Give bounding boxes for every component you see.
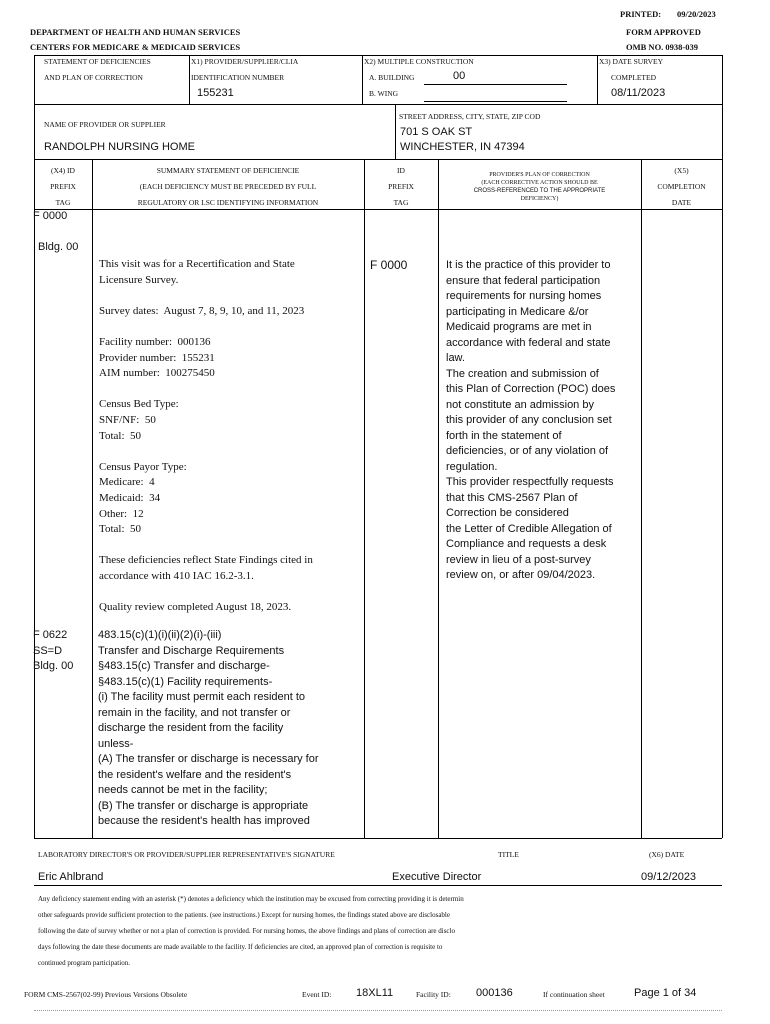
summary-header-2: (EACH DEFICIENCY MUST BE PRECEDED BY FULL [139, 182, 317, 191]
notice-line-5: continued program participation. [38, 959, 130, 967]
notice-line-1: Any deficiency statement ending with an asterisk (*) denotes a deficiency which the institution may be excused from correcting providing it is determin [38, 895, 464, 903]
building-value: 00 [453, 70, 466, 82]
x4-tag-label: TAG [55, 198, 71, 207]
x4-id-label: (X4) ID [51, 166, 75, 175]
completed-label: COMPLETED [611, 73, 656, 82]
signer-name: Eric Ahlbrand [38, 871, 104, 883]
survey-date-value: 08/11/2023 [611, 87, 666, 99]
page-number: Page 1 of 34 [634, 987, 697, 999]
notice-line-3: following the date of survey whether or not a plan of correction is provided. For nursing homes, the above findings and plans of correction are disclo [38, 927, 455, 935]
event-id-label: Event ID: [302, 990, 332, 999]
building-label: A. BUILDING [369, 73, 415, 82]
x4-prefix-label: PREFIX [50, 182, 76, 191]
x5-label: (X5) [674, 166, 689, 175]
printed-label: PRINTED: [620, 9, 662, 19]
address-line-1: 701 S OAK ST [400, 126, 473, 138]
deficiency-tag-f0622: F 0622 SS=D Bldg. 00 [33, 629, 74, 672]
identification-label: IDENTIFICATION NUMBER [191, 73, 285, 82]
deficiency-tag-f0000: F 0000 [33, 210, 68, 222]
notice-line-2: other safeguards provide sufficient protection to the patients. (see instructions.) Except for nursing homes, the findings stated above are disclosable [38, 911, 450, 919]
notice-line-4: days following the date these documents are made available to the facility. If deficiencies are cited, an approved plan of correction is requisite to [38, 943, 443, 951]
signature-label: LABORATORY DIRECTOR'S OR PROVIDER/SUPPLIER REPRESENTATIVE'S SIGNATURE [38, 850, 335, 859]
summary-statement-2: 483.15(c)(1)(i)(ii)(2)(i)-(iii) Transfer and Discharge Requirements §483.15(c) Transfer and discharge- §483.15(c)(1) Facility requirements- (i) The facility must permit each resident to remain in the facility, and not transfer or discharge the resident from the facility unless- (A) The transfer or discharge is necessary for the resident's welfare and the resident's needs cannot be met in the facility; (B) The transfer or discharge is appropriate because the resident's health has improved [98, 629, 319, 827]
id-label: ID [397, 166, 405, 175]
cms-title: CENTERS FOR MEDICARE & MEDICAID SERVICES [30, 42, 241, 52]
facility-id-value: 000136 [476, 987, 513, 999]
summary-header-3: REGULATORY OR LSC IDENTIFYING INFORMATION [137, 198, 319, 207]
plan-header-4: DEFICIENCY) [520, 196, 559, 202]
plan-tag-f0000: F 0000 [370, 258, 408, 272]
form-number: FORM CMS-2567(02-99) Previous Versions Obsolete [24, 990, 188, 999]
department-title: DEPARTMENT OF HEALTH AND HUMAN SERVICES [30, 27, 241, 37]
signer-title: Executive Director [392, 871, 482, 883]
x1-label: X1) PROVIDER/SUPPLIER/CLIA [191, 57, 299, 66]
date-label: DATE [671, 198, 692, 207]
event-id-value: 18XL11 [356, 987, 394, 999]
provider-name-value: RANDOLPH NURSING HOME [44, 141, 195, 153]
x2-label: X2) MULTIPLE CONSTRUCTION [364, 57, 474, 66]
plan-header-2: (EACH CORRECTIVE ACTION SHOULD BE [481, 180, 598, 186]
statement-label: STATEMENT OF DEFICIENCIES [44, 57, 151, 66]
summary-header-1: SUMMARY STATEMENT OF DEFICIENCIE [156, 166, 300, 175]
provider-id-value: 155231 [197, 87, 234, 99]
plan-of-correction-text: It is the practice of this provider to ensure that federal participation requirements for nursing homes participating in Medicare &/or Medicaid programs are met in accordance with federal and state law. The creation and submission of this Plan of Correction (POC) does not constitute an admission by this provider of any conclusion set forth in the statement of deficiencies, or of any violation of regulation. This provider respectfully requests that this CMS-2567 Plan of Correction be considered the Letter of Credible Allegation of Compliance and requests a desk review in lieu of a post-survey review on, or after 09/04/2023. [446, 259, 616, 581]
printed-date: 09/20/2023 [677, 9, 716, 19]
plan-of-correction-label: AND PLAN OF CORRECTION [44, 73, 143, 82]
address-line-2: WINCHESTER, IN 47394 [400, 141, 525, 153]
omb-number: OMB NO. 0938-039 [626, 42, 699, 52]
plan-header-1: PROVIDER'S PLAN OF CORRECTION [489, 172, 590, 178]
facility-id-label: Facility ID: [416, 990, 451, 999]
provider-name-label: NAME OF PROVIDER OR SUPPLIER [44, 120, 166, 129]
completion-label: COMPLETION [657, 182, 706, 191]
x3-label: X3) DATE SURVEY [599, 57, 663, 66]
signature-date: 09/12/2023 [641, 871, 697, 883]
wing-label: B. WING [369, 89, 399, 98]
summary-statement-1: This visit was for a Recertification and State Licensure Survey. Survey dates: August 7, 8, 9, 10, and 11, 2023 Facility number: 000136 Provider number: 155231 AIM number: 100275450 Census Bed Type: SNF/NF: 50 Total: 50 Census Payor Type: Medicare: 4 Medicaid: 34 Other: 12 Total: 50 These deficiencies reflect State Findings cited in accordance with 410 IAC 16.2-3.1. Quality review completed August 18, 2023. [99, 258, 313, 614]
plan-header-3: CROSS-REFERENCED TO THE APPROPRIATE [473, 188, 606, 194]
address-label: STREET ADDRESS, CITY, STATE, ZIP COD [399, 112, 541, 121]
x6-date-label: (X6) DATE [649, 850, 685, 859]
id-prefix-label: PREFIX [388, 182, 414, 191]
continuation-label: If continuation sheet [543, 990, 605, 999]
form-approved: FORM APPROVED [626, 27, 701, 37]
title-label: TITLE [498, 850, 519, 859]
id-tag-label: TAG [393, 198, 409, 207]
building-tag-1: Bldg. 00 [38, 241, 79, 253]
